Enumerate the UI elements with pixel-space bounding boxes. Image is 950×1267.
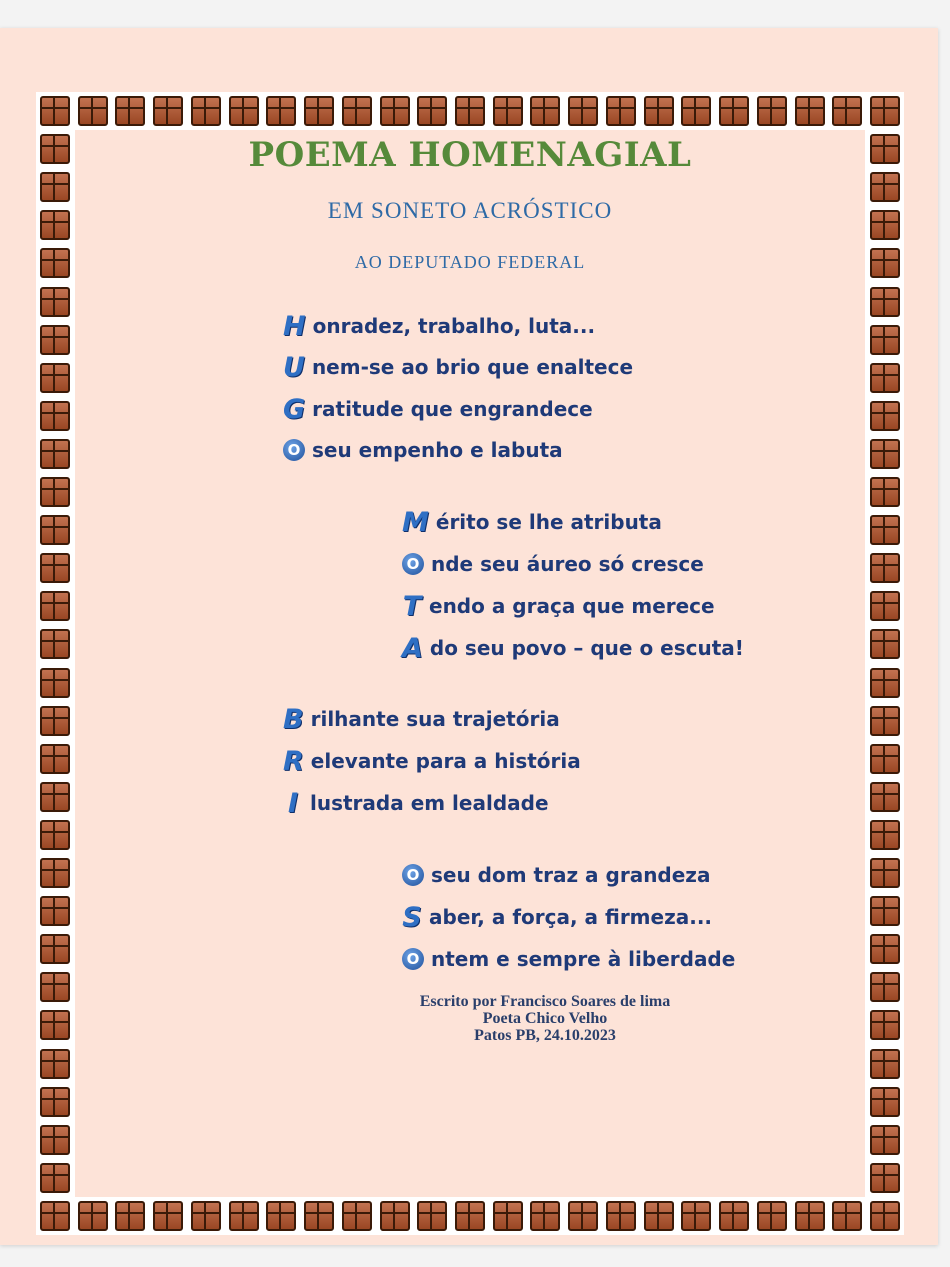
brick-icon xyxy=(40,96,70,126)
line-text: nem-se ao brio que enaltece xyxy=(311,355,634,379)
brick-icon xyxy=(870,668,900,698)
drop-initial: A xyxy=(402,632,423,664)
brick-icon xyxy=(78,1201,108,1231)
poem-line xyxy=(283,433,563,467)
brick-icon xyxy=(832,96,862,126)
brick-icon xyxy=(870,706,900,736)
drop-initial: T xyxy=(402,590,422,622)
brick-icon xyxy=(40,896,70,926)
brick-icon xyxy=(191,1201,221,1231)
brick-icon xyxy=(870,325,900,355)
brick-icon xyxy=(115,1201,145,1231)
brick-icon xyxy=(870,934,900,964)
brick-icon xyxy=(40,1087,70,1117)
brick-icon xyxy=(870,858,900,888)
poem-title: POEMA HOMENAGIAL xyxy=(248,135,692,175)
drop-initial: I xyxy=(287,787,299,819)
line-text: seu dom traz a grandeza xyxy=(431,863,711,887)
brick-icon xyxy=(870,629,900,659)
brick-icon xyxy=(681,96,711,126)
circle-letter-icon: O xyxy=(402,864,424,886)
brick-icon xyxy=(870,439,900,469)
brick-icon xyxy=(455,96,485,126)
line-text: elevante para a história xyxy=(310,749,581,773)
brick-icon xyxy=(606,96,636,126)
brick-icon xyxy=(229,96,259,126)
brick-icon xyxy=(870,287,900,317)
drop-initial: G xyxy=(283,393,306,425)
drop-initial: M xyxy=(402,506,429,538)
brick-icon xyxy=(40,668,70,698)
brick-icon xyxy=(870,782,900,812)
brick-icon xyxy=(40,706,70,736)
brick-icon xyxy=(40,401,70,431)
signature-place-date: Patos PB, 24.10.2023 xyxy=(474,1027,616,1044)
brick-icon xyxy=(40,744,70,774)
brick-icon xyxy=(870,1087,900,1117)
signature-pseudonym: Poeta Chico Velho xyxy=(482,1010,608,1027)
brick-icon xyxy=(266,96,296,126)
brick-icon xyxy=(380,96,410,126)
poem-dedication: AO DEPUTADO FEDERAL xyxy=(354,252,586,272)
brick-icon xyxy=(40,934,70,964)
brick-icon xyxy=(40,591,70,621)
brick-icon xyxy=(304,96,334,126)
brick-icon xyxy=(40,858,70,888)
poem-line xyxy=(283,744,581,778)
brick-icon xyxy=(342,1201,372,1231)
poem-line xyxy=(402,631,744,665)
brick-icon xyxy=(40,439,70,469)
line-text: ratitude que engrandece xyxy=(312,397,593,421)
brick-icon xyxy=(870,591,900,621)
line-text: onradez, trabalho, luta... xyxy=(312,314,596,338)
brick-icon xyxy=(568,96,598,126)
brick-icon xyxy=(870,96,900,126)
poem-line xyxy=(283,309,595,343)
drop-initial: B xyxy=(283,703,304,735)
brick-icon xyxy=(870,515,900,545)
brick-icon xyxy=(40,363,70,393)
brick-icon xyxy=(644,1201,674,1231)
circle-letter-icon: O xyxy=(402,948,424,970)
brick-icon xyxy=(266,1201,296,1231)
brick-icon xyxy=(757,96,787,126)
line-text: nde seu áureo só cresce xyxy=(431,552,704,576)
brick-icon xyxy=(870,1163,900,1193)
brick-icon xyxy=(681,1201,711,1231)
brick-icon xyxy=(832,1201,862,1231)
brick-icon xyxy=(40,553,70,583)
line-text: do seu povo – que o escuta! xyxy=(429,636,744,660)
brick-icon xyxy=(870,896,900,926)
poem-line xyxy=(283,786,549,820)
brick-icon xyxy=(719,96,749,126)
circle-letter-icon: O xyxy=(283,439,305,461)
line-text: aber, a força, a firmeza... xyxy=(429,905,713,929)
brick-icon xyxy=(40,287,70,317)
poem-subtitle: EM SONETO ACRÓSTICO xyxy=(327,198,613,223)
brick-icon xyxy=(380,1201,410,1231)
brick-icon xyxy=(568,1201,598,1231)
signature-author: Escrito por Francisco Soares de lima xyxy=(419,993,671,1010)
line-text: érito se lhe atributa xyxy=(435,510,662,534)
brick-icon xyxy=(870,363,900,393)
brick-icon xyxy=(606,1201,636,1231)
brick-icon xyxy=(191,96,221,126)
brick-icon xyxy=(40,477,70,507)
brick-icon xyxy=(795,96,825,126)
brick-icon xyxy=(40,325,70,355)
brick-icon xyxy=(40,515,70,545)
brick-icon xyxy=(757,1201,787,1231)
brick-icon xyxy=(304,1201,334,1231)
brick-icon xyxy=(493,1201,523,1231)
brick-icon xyxy=(417,96,447,126)
brick-icon xyxy=(530,96,560,126)
brick-icon xyxy=(342,96,372,126)
brick-icon xyxy=(870,1201,900,1231)
brick-icon xyxy=(40,820,70,850)
signature-block xyxy=(0,993,950,1044)
poem-line xyxy=(283,350,633,384)
brick-icon xyxy=(153,96,183,126)
brick-icon xyxy=(229,1201,259,1231)
line-text: endo a graça que merece xyxy=(429,594,715,618)
poem-line xyxy=(283,702,560,736)
poem-line xyxy=(402,942,735,976)
brick-icon xyxy=(40,1201,70,1231)
poem-line xyxy=(402,505,662,539)
brick-icon xyxy=(40,1163,70,1193)
drop-initial: U xyxy=(283,351,305,383)
brick-icon xyxy=(40,1125,70,1155)
line-text: seu empenho e labuta xyxy=(312,438,563,462)
brick-icon xyxy=(530,1201,560,1231)
brick-icon xyxy=(870,401,900,431)
brick-icon xyxy=(40,782,70,812)
poem-line xyxy=(402,589,715,623)
brick-icon xyxy=(870,744,900,774)
drop-initial: R xyxy=(283,745,304,777)
brick-icon xyxy=(78,96,108,126)
brick-icon xyxy=(115,96,145,126)
drop-initial: S xyxy=(402,901,422,933)
brick-icon xyxy=(40,1049,70,1079)
brick-icon xyxy=(644,96,674,126)
brick-icon xyxy=(795,1201,825,1231)
poem-line xyxy=(283,392,593,426)
brick-icon xyxy=(870,477,900,507)
brick-icon xyxy=(870,1049,900,1079)
brick-icon xyxy=(455,1201,485,1231)
brick-icon xyxy=(870,820,900,850)
brick-icon xyxy=(870,1125,900,1155)
poem-line xyxy=(402,858,710,892)
brick-icon xyxy=(153,1201,183,1231)
brick-icon xyxy=(417,1201,447,1231)
brick-icon xyxy=(40,629,70,659)
line-text: ntem e sempre à liberdade xyxy=(431,947,736,971)
poem-line xyxy=(402,900,712,934)
brick-icon xyxy=(719,1201,749,1231)
line-text: lustrada em lealdade xyxy=(310,791,549,815)
circle-letter-icon: O xyxy=(402,553,424,575)
poem-line xyxy=(402,547,704,581)
brick-icon xyxy=(493,96,523,126)
brick-icon xyxy=(870,553,900,583)
drop-initial: H xyxy=(283,310,306,342)
line-text: rilhante sua trajetória xyxy=(310,707,560,731)
